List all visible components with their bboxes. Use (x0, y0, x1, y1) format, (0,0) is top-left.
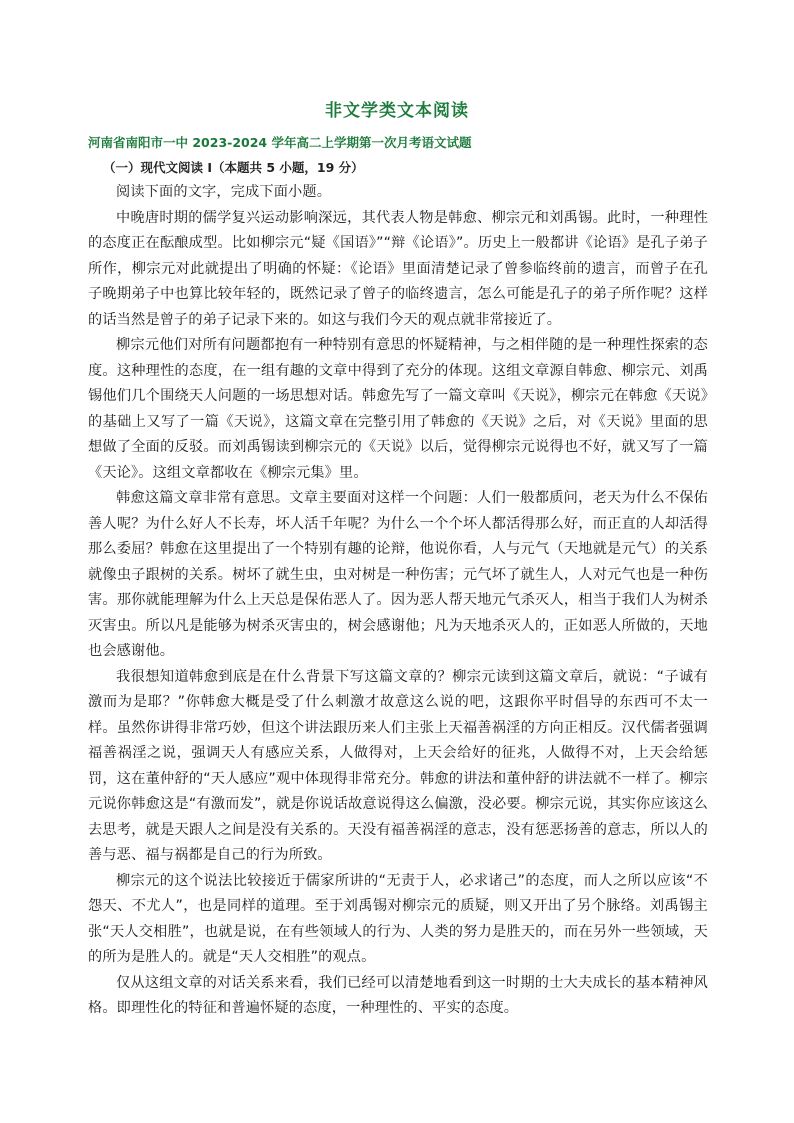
paragraph: 中晚唐时期的儒学复兴运动影响深远，其代表人物是韩愈、柳宗元和刘禹锡。此时，一种理性的态度正在酝酿成型。比如柳宗元“疑《国语》”“辩《论语》”。历史上一般都讲《论语》是孔子弟子所作，柳宗元对此就提出了明确的怀疑：《论语》里面清楚记录了曾参临终前的遗言，而曾子在孔子晚期弟子中也算比较年轻的，既然记录了曾子的临终遗言，怎么可能是孔子的弟子所作呢？这样的话当然是曾子的弟子记录下来的。如这与我们今天的观点就非常接近了。 (88, 209, 708, 328)
article-body (88, 180, 708, 1022)
section-heading: （一）现代文阅读 I（本题共 5 小题，19 分） (103, 160, 364, 175)
paragraph: 柳宗元他们对所有问题都抱有一种特别有意思的怀疑精神，与之相伴随的是一种理性探索的态度。这种理性的态度，在一组有趣的文章中得到了充分的体现。这组文章源自韩愈、柳宗元、刘禹锡他们几个围绕天人问题的一场思想对话。韩愈先写了一篇文章叫《天说》，柳宗元在韩愈《天说》的基础上又写了一篇《天说》，这篇文章在完整引用了韩愈的《天说》之后，对《天说》里面的思想做了全面的反驳。而刘禹锡读到柳宗元的《天说》以后，觉得柳宗元说得也不好，就又写了一篇《天论》。这组文章都收在《柳宗元集》里。 (88, 337, 708, 481)
document-title: 非文学类文本阅读 (325, 101, 469, 121)
paragraph: 柳宗元的这个说法比较接近于儒家所讲的“无责于人，必求诸己”的态度，而人之所以应该“不怨天、不尤人”，也是同样的道理。至于刘禹锡对柳宗元的质疑，则又开出了另个脉络。刘禹锡主张“天人交相胜”，也就是说，在有些领域人的行为、人类的努力是胜天的，而在另外一些领域，天的所为是胜人的。就是“天人交相胜”的观点。 (88, 872, 708, 965)
paragraph: 我很想知道韩愈到底是在什么背景下写这篇文章的？柳宗元读到这篇文章后，就说：“子诚有激而为是耶？”你韩愈大概是受了什么刺激才故意这么说的吧，这跟你平时倡导的东西可不太一样。虽然你讲得非常巧妙，但这个讲法跟历来人们主张上天福善祸淫的方向正相反。汉代儒者强调福善祸淫之说，强调天人有感应关系，人做得对，上天会给好的征兆，人做得不对，上天会给惩罚，这在董仲舒的“天人感应”观中体现得非常充分。韩愈的讲法和董仲舒的讲法就不一样了。柳宗元说你韩愈这是“有激而发”，就是你说话故意说得这么偏激，没必要。柳宗元说，其实你应该这么去思考，就是天跟人之间是没有关系的。天没有福善祸淫的意志，没有惩恶扬善的意志，所以人的善与恶、福与祸都是自己的行为所致。 (88, 668, 708, 863)
paragraph: 仅从这组文章的对话关系来看，我们已经可以清楚地看到这一时期的士大夫成长的基本精神风格。即理性化的特征和普遍怀疑的态度，一种理性的、平实的态度。 (88, 974, 708, 1016)
instruction-paragraph: 阅读下面的文字，完成下面小题。 (116, 184, 332, 200)
exam-source: 河南省南阳市一中 2023-2024 学年高二上学期第一次月考语文试题 (88, 135, 472, 150)
paragraph: 韩愈这篇文章非常有意思。文章主要面对这样一个问题：人们一般都质问，老天为什么不保佑善人呢？为什么好人不长寿，坏人活千年呢？为什么一个个坏人都活得那么好，而正直的人却活得那么委屈？韩愈在这里提出了一个特别有趣的论辩，他说你看，人与元气（天地就是元气）的关系就像虫子跟树的关系。树坏了就生虫，虫对树是一种伤害；元气坏了就生人，人对元气也是一种伤害。那你就能理解为什么上天总是保佑恶人了。因为恶人帮天地元气杀灭人，相当于我们人为树杀灭害虫。所以凡是能够为树杀灭害虫的，树会感谢他；凡为天地杀灭人的，正如恶人所做的，天地也会感谢他。 (88, 490, 708, 659)
